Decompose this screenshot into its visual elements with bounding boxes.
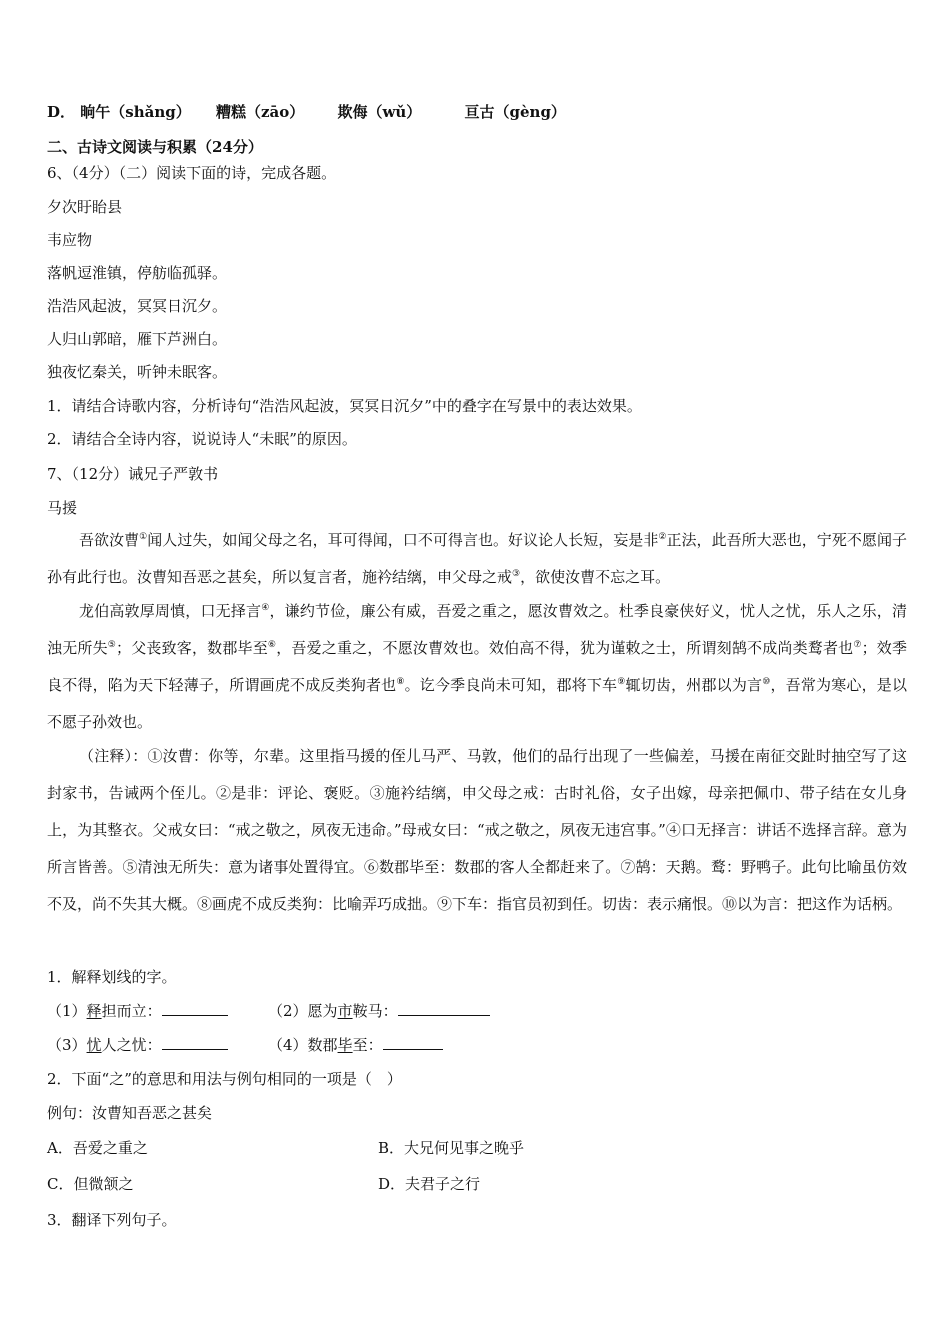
- option-a[interactable]: A．吾爱之重之: [47, 1139, 148, 1157]
- letter-paragraph-2: 龙伯高敦厚周慎，口无择言④，谦约节俭，廉公有威，吾爱之重之，愿汝曹效之。杜季良豪侠好义，忧人之忧，乐人之乐，清浊无所失⑤；父丧致客，数郡毕至⑥，吾爱之重之，不愿汝曹效也。效伯高不得，犹为谨敕之士，所谓刻鹄不成尚类鹜者也⑦；效季良不得，陷为天下轻薄子，所谓画虎不成反类狗者也⑧。讫今季良尚未可知，郡将下车⑨辄切齿，州郡以为言⑩，吾常为寒心，是以不愿子孙效也。: [47, 602, 907, 731]
- q6-question-2: 2．请结合全诗内容，说说诗人“未眠”的原因。: [47, 430, 357, 448]
- q6-question-1: 1．请结合诗歌内容，分析诗句“浩浩风起波，冥冥日沉夕”中的叠字在写景中的表达效果。: [47, 397, 642, 415]
- sub3-title: 3．翻译下列句子。: [47, 1211, 177, 1229]
- answer-blank[interactable]: [162, 1035, 228, 1050]
- sub1-item-2: （2）愿为市鞍马：: [268, 1001, 490, 1021]
- q7-author: 马援: [47, 499, 78, 517]
- sub2-example: 例句：汝曹知吾恶之甚矣: [47, 1104, 213, 1122]
- sub1-item-1: （1）释担而立：: [47, 1001, 228, 1021]
- poem-line: 浩浩风起波，冥冥日沉夕。: [47, 297, 228, 315]
- poem-line: 独夜忆秦关，听钟未眠客。: [47, 363, 228, 381]
- sub2-title: 2．下面“之”的意思和用法与例句相同的一项是（ ）: [47, 1070, 402, 1088]
- answer-blank[interactable]: [383, 1035, 443, 1050]
- option-c[interactable]: C．但微颔之: [47, 1175, 134, 1193]
- poem-line: 人归山郭暗，雁下芦洲白。: [47, 330, 228, 348]
- option-d-item: 糟糕（zāo）: [215, 103, 305, 121]
- sub1-item-4: （4）数郡毕至：: [268, 1035, 443, 1055]
- option-d-item: 晌午（shǎng）: [80, 103, 191, 121]
- sub1-title: 1．解释划线的字。: [47, 968, 177, 986]
- q7-intro: 7、（12分）诫兄子严敦书: [47, 465, 219, 483]
- answer-blank[interactable]: [162, 1001, 228, 1016]
- notes-paragraph: （注释）：①汝曹：你等，尔辈。这里指马援的侄儿马严、马敦，他们的品行出现了一些偏差，马援在南征交趾时抽空写了这封家书，告诫两个侄儿。②是非：评论、褒贬。③施衿结缡，申父母之戒：古时礼俗，女子出嫁，母亲把佩巾、带子结在女儿身上，为其整衣。父戒女曰：“戒之敬之，夙夜无违命。”母戒女曰：“戒之敬之，夙夜无违宫事。”④口无择言：讲话不选择言辞。意为所言皆善。⑤清浊无所失：意为诸事处置得宜。⑥数郡毕至：数郡的客人全都赶来了。⑦鹄：天鹅。鹜：野鸭子。此句比喻虽仿效不及，尚不失其大概。⑧画虎不成反类狗：比喻弄巧成拙。⑨下车：指官员初到任。切齿：表示痛恨。⑩以为言：把这作为话柄。: [47, 747, 907, 913]
- option-d-item: 欺侮（wǔ）: [337, 103, 422, 121]
- option-d[interactable]: D．夫君子之行: [378, 1175, 481, 1193]
- option-d-line: [47, 102, 566, 122]
- option-b[interactable]: B．大兄何见事之晚乎: [378, 1139, 525, 1157]
- poem-author: 韦应物: [47, 231, 93, 249]
- sub1-item-3: （3）忧人之忧：: [47, 1035, 228, 1055]
- q6-intro: 6、（4分）（二）阅读下面的诗，完成各题。: [47, 164, 337, 182]
- option-d-label: D．: [47, 103, 76, 121]
- answer-blank[interactable]: [398, 1001, 490, 1016]
- poem-title: 夕次盱眙县: [47, 198, 123, 216]
- letter-paragraph-1: 吾欲汝曹①闻人过失，如闻父母之名，耳可得闻，口不可得言也。好议论人长短，妄是非②正法，此吾所大恶也，宁死不愿闻子孙有此行也。汝曹知吾恶之甚矣，所以复言者，施衿结缡，申父母之戒③，欲使汝曹不忘之耳。: [47, 531, 907, 586]
- option-d-item: 亘古（gèng）: [464, 103, 566, 121]
- section-title: 二、古诗文阅读与积累（24分）: [47, 138, 263, 156]
- poem-line: 落帆逗淮镇，停舫临孤驿。: [47, 264, 228, 282]
